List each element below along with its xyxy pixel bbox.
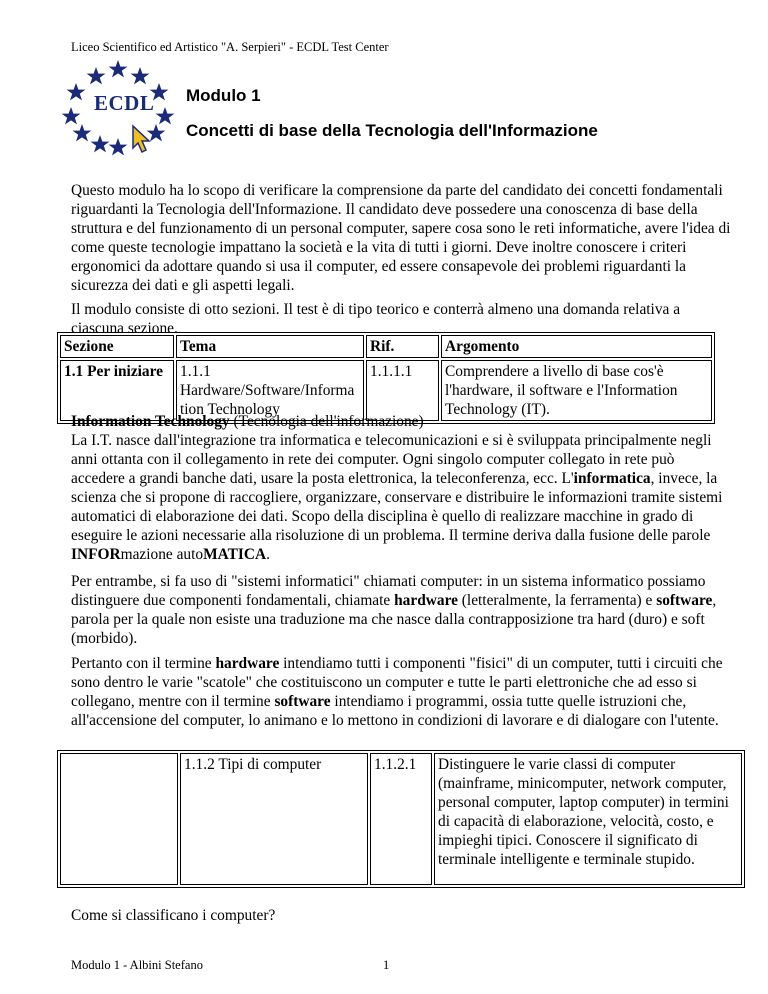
it-heading: Information Technology — [71, 413, 230, 430]
it-bold-infor: INFOR — [71, 546, 121, 563]
question-line: Come si classificano i computer? — [71, 907, 276, 924]
header-cell-rif: Rif. — [366, 335, 439, 358]
syllabus-table-1 — [57, 332, 715, 424]
p3-bold-software: software — [656, 592, 713, 609]
header-cell-sezione: Sezione — [60, 335, 174, 358]
cell-tema: 1.1.1 Hardware/Software/Informa tion Technology — [176, 360, 364, 421]
it-bold-informatica: informatica — [573, 470, 651, 487]
cell-argomento: Comprendere a livello di base cos'è l'hardware, il software e l'Information Technology (IT). — [441, 360, 712, 421]
table-row — [60, 753, 742, 885]
footer-author: Modulo 1 - Albini Stefano — [71, 958, 203, 972]
cell-sezione-empty — [60, 753, 178, 885]
header-cell-argomento: Argomento — [441, 335, 712, 358]
cell-rif: 1.1.2.1 — [370, 753, 432, 885]
cell-rif: 1.1.1.1 — [366, 360, 439, 421]
intro-paragraph-1: Questo modulo ha lo scopo di verificare la comprensione da parte del candidato dei concetti fondamentali riguardanti la Tecnologia dell'Informazione. Il candidato deve possedere una conoscenza di base della struttura e del funzionamento di un personal computer, sapere cosa sono le reti informatiche, avere l'idea di come queste tecnologie impattano la società e la vita di tutti i giorni. Deve inoltre conoscere i criteri ergonomici da adottare quando si usa il computer, ed essere consapevole dei problemi riguardanti la sicurezza dei dati e gli aspetti legali. — [71, 182, 731, 294]
it-bold-matica: MATICA — [203, 546, 267, 563]
module-subtitle: Concetti di base della Tecnologia dell'Informazione — [186, 121, 598, 140]
syllabus-table-2 — [57, 750, 745, 888]
cursor-icon — [133, 126, 149, 152]
it-section — [71, 412, 731, 564]
p4-e: intendiamo i programmi, ossia tutte quelle istruzioni che, all'accensione del computer, lo animano e lo mettono in condizioni di lavorare e di dialogare con l'utente. — [71, 693, 719, 729]
cell-tema: 1.1.2 Tipi di computer — [180, 753, 368, 885]
cell-argomento: Distinguere le varie classi di computer (mainframe, minicomputer, network computer, personal computer, laptop computer) in termini di capacità di elaborazione, velocità, costo, e impieghi tipici. Conoscere il significato di terminale intelligente e terminale stupido. — [434, 753, 742, 885]
p4-c: intendiamo tutti i componenti "fisici" di un computer, tutti i circuiti che sono dentro le varie "scatole" che costituiscono un computer e tutte le parti elettroniche che ad esso si collegano, mentre con il termine — [71, 655, 723, 710]
paragraph-3 — [71, 572, 731, 648]
table-header-row — [60, 335, 712, 358]
it-body-d: . — [266, 546, 270, 563]
p3-e: , parola per la quale non esiste una traduzione ma che nasce dalla contrapposizione tra hard (duro) e soft (morbido). — [71, 592, 717, 647]
p3-a: Per entrambe, si fa uso di "sistemi informatici" chiamati computer: in un sistema informatico possiamo distinguere due componenti fondamentali, chiamate — [71, 573, 706, 609]
intro-paragraph-2: Il modulo consiste di otto sezioni. Il test è di tipo teorico e conterrà almeno una domanda relativa a ciascuna sezione. — [71, 301, 681, 337]
cell-sezione: 1.1 Per iniziare — [60, 360, 174, 421]
it-heading-rest: (Tecnologia dell'informazione) — [229, 413, 424, 430]
paragraph-4 — [71, 654, 731, 730]
header-cell-tema: Tema — [176, 335, 364, 358]
p3-c: (letteralmente, la ferramenta) e — [457, 592, 657, 609]
it-body-a: La I.T. nasce dall'integrazione tra informatica e telecomunicazioni e si è sviluppata principalmente negli anni ottanta con il collegamento in rete dei computer. Ogni singolo computer collegato in rete può accedere a grandi banche dati, usare la posta elettronica, la teleconferenza, ecc. L' — [71, 432, 712, 487]
it-body-b: , invece, la scienza che si propone di raccogliere, organizzare, conservare e distribuire le informazioni tramite sistemi automatici di elaborazione dei dati. Scopo della disciplina è quello di realizzare macchine in grado di eseguire le azioni necessarie alla risoluzione di un problema. Il termine deriva dalla fusione delle parole — [71, 470, 723, 544]
ecdl-logo-text: ECDL — [94, 91, 155, 115]
p4-a: Pertanto con il termine — [71, 655, 216, 672]
module-title: Modulo 1 — [186, 86, 261, 105]
page-number: 1 — [383, 958, 390, 972]
header-school: Liceo Scientifico ed Artistico "A. Serpieri" - ECDL Test Center — [71, 40, 389, 54]
p4-bold-software: software — [274, 693, 331, 710]
p3-bold-hardware: hardware — [394, 592, 458, 609]
it-body-c: mazione auto — [120, 546, 204, 563]
p4-bold-hardware: hardware — [215, 655, 280, 672]
